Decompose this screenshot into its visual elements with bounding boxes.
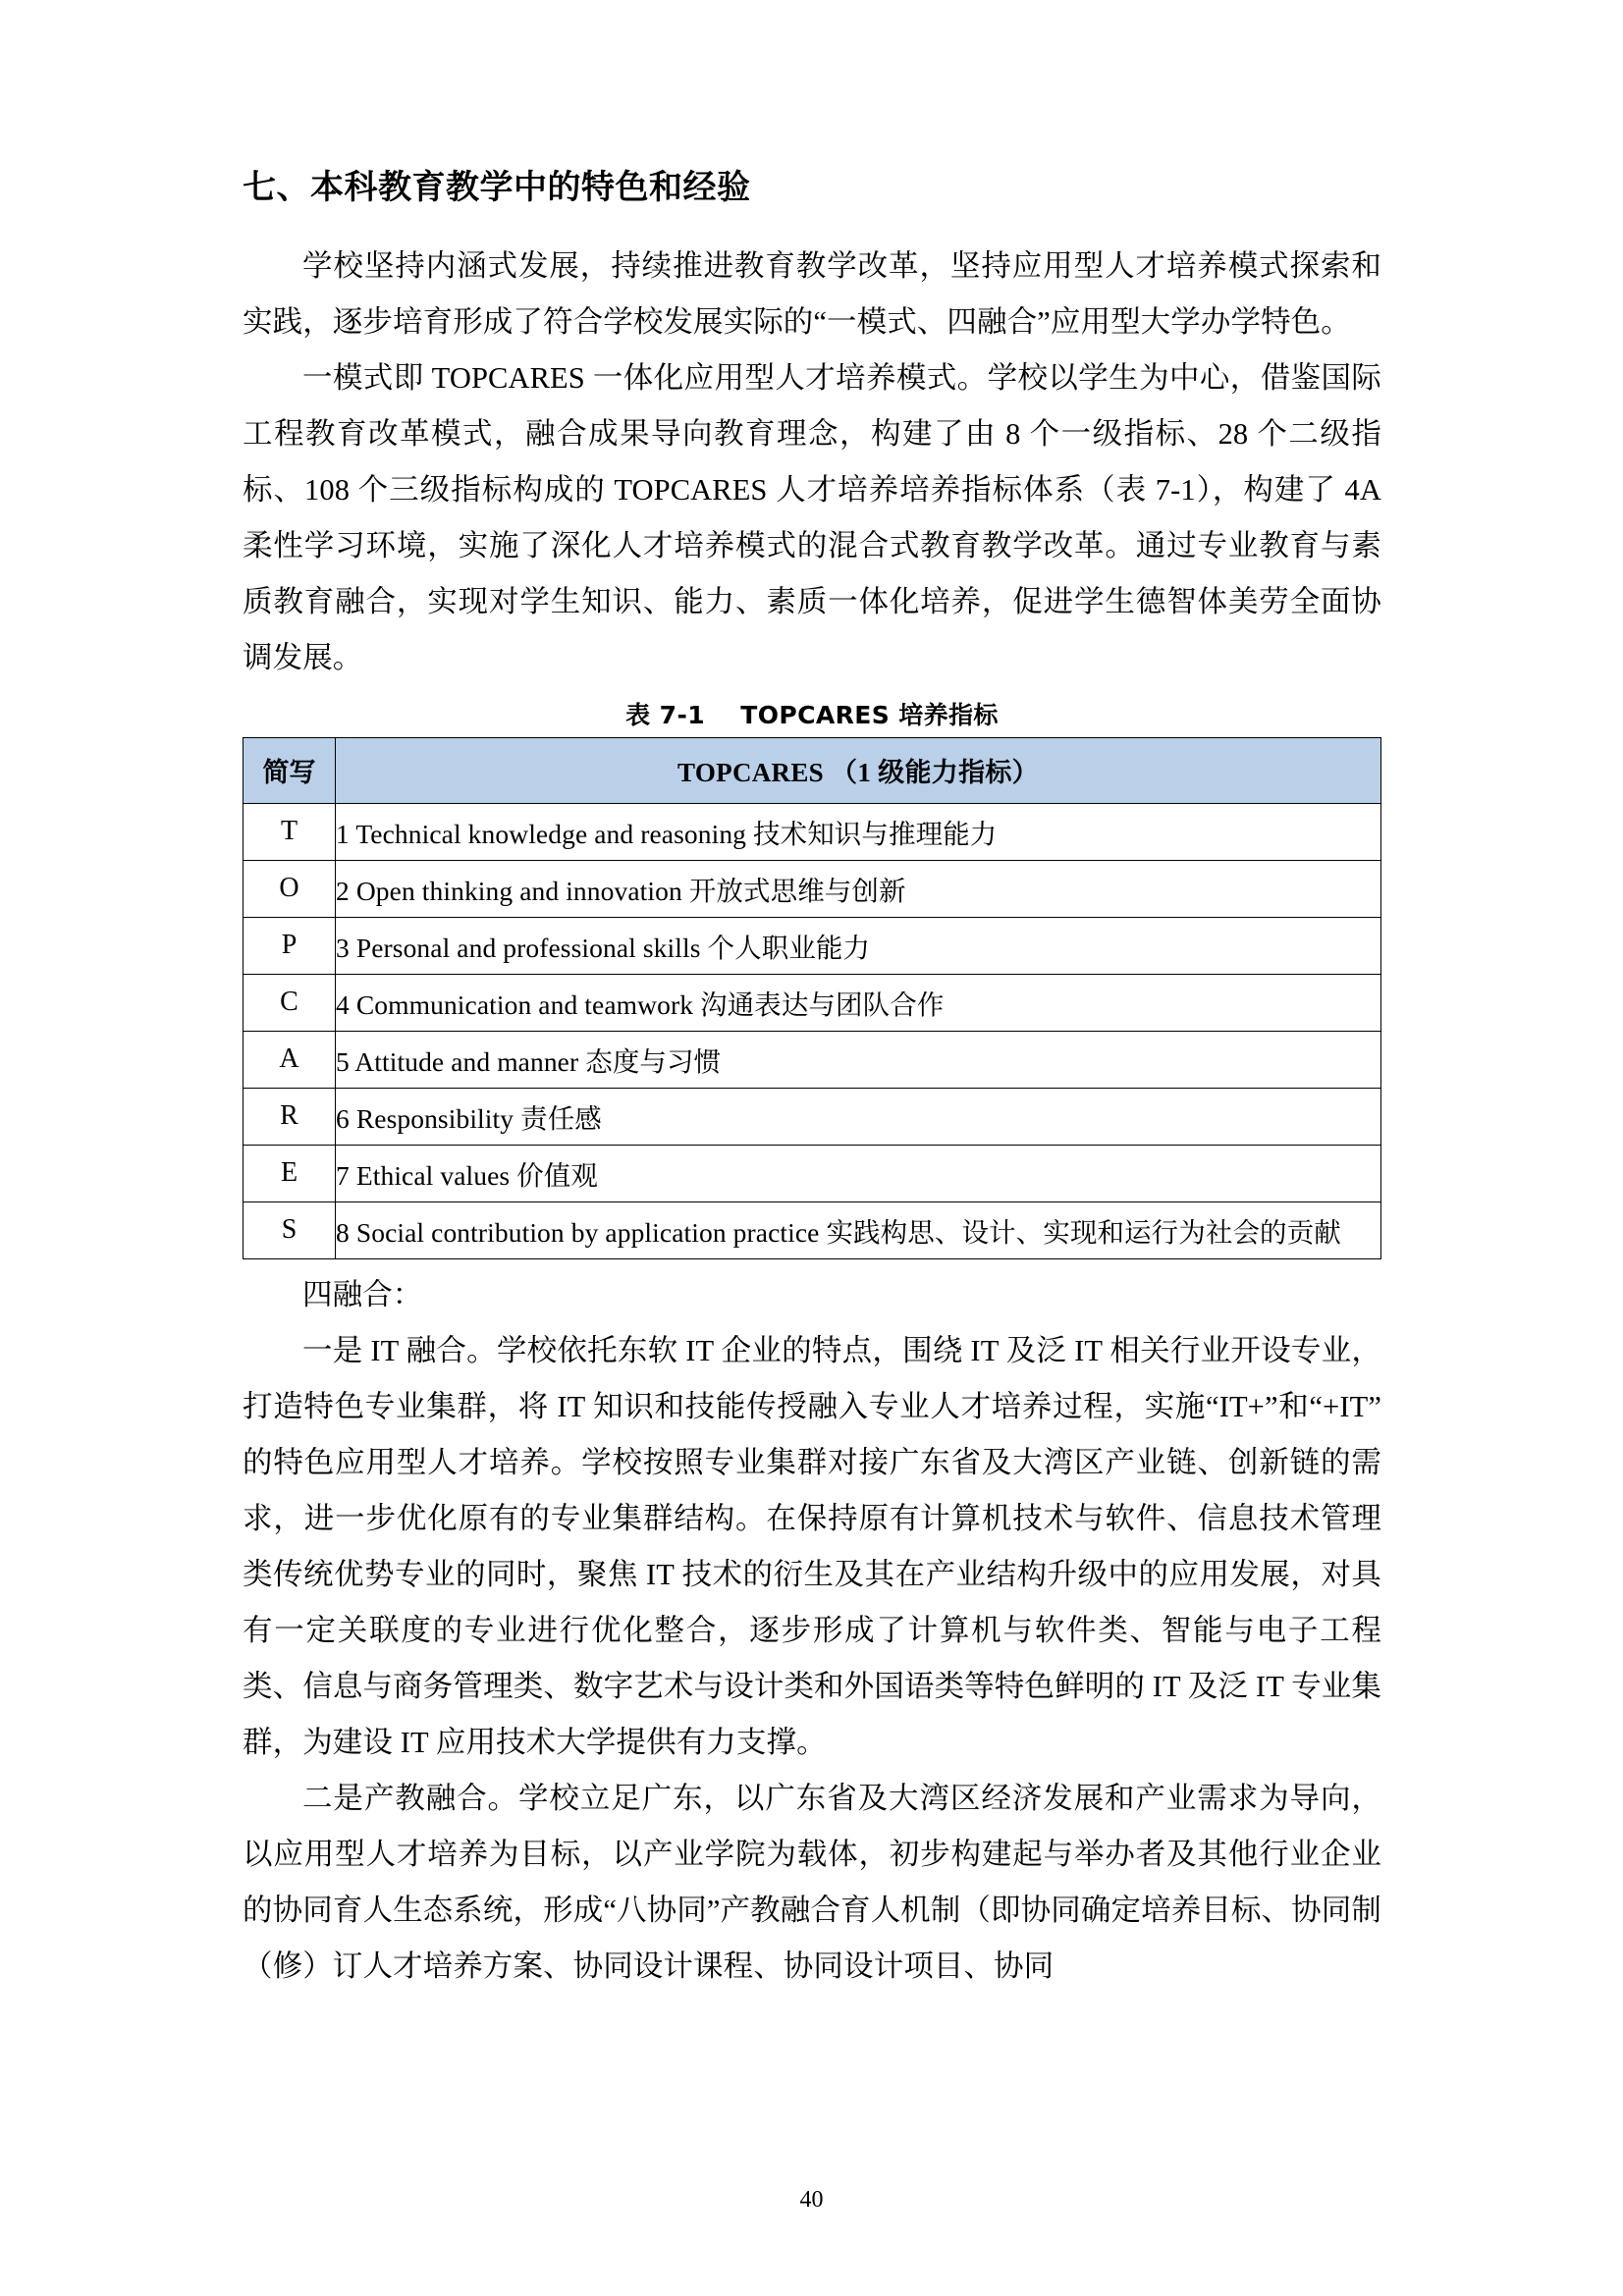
table-row	[243, 803, 1381, 860]
table-caption-title: TOPCARES 培养指标	[740, 700, 999, 729]
paragraph-four-integrations-label: 四融合：	[302, 1277, 423, 1311]
cell-abbr: A	[243, 1031, 336, 1088]
section-heading: 七、本科教育教学中的特色和经验	[243, 168, 751, 207]
cell-abbr: P	[243, 917, 336, 974]
table-row	[243, 1145, 1381, 1201]
cell-indicator: 1 Technical knowledge and reasoning 技术知识与推理能力	[336, 803, 1381, 860]
cell-abbr: E	[243, 1145, 336, 1201]
page-number: 40	[799, 2187, 824, 2213]
page-content	[243, 167, 1381, 1995]
cell-indicator: 4 Communication and teamwork 沟通表达与团队合作	[336, 974, 1381, 1031]
cell-abbr: C	[243, 974, 336, 1031]
paragraph-industry-education-integration: 二是产教融合。学校立足广东，以广东省及大湾区经济发展和产业需求为导向，以应用型人才培养为目标，以产业学院为载体，初步构建起与举办者及其他行业企业的协同育人生态系统，形成“八协同”产教融合育人机制（即协同确定培养目标、协同制（修）订人才培养方案、协同设计课程、协同设计项目、协同	[243, 1781, 1381, 1983]
cell-indicator: 2 Open thinking and innovation 开放式思维与创新	[336, 860, 1381, 917]
cell-indicator: 7 Ethical values 价值观	[336, 1145, 1381, 1201]
topcares-indicator-table	[243, 737, 1381, 1259]
cell-abbr: O	[243, 860, 336, 917]
paragraph-topcares-model: 一模式即 TOPCARES 一体化应用型人才培养模式。学校以学生为中心，借鉴国际工程教育改革模式，融合成果导向教育理念，构建了由 8 个一级指标、28 个二级指标、108 个三级指标构成的 TOPCARES 人才培养培养指标体系（表 7-1），构建了 4A 柔性学习环境，实施了深化人才培养模式的混合式教育教学改革。通过专业教育与素质教育融合，实现对学生知识、能力、素质一体化培养，促进学生德智体美劳全面协调发展。	[243, 360, 1381, 674]
cell-abbr: T	[243, 803, 336, 860]
table-row	[243, 860, 1381, 917]
cell-indicator: 5 Attitude and manner 态度与习惯	[336, 1031, 1381, 1088]
cell-indicator: 8 Social contribution by application practice 实践构思、设计、实现和运行为社会的贡献	[336, 1201, 1381, 1258]
table-caption	[243, 696, 1381, 731]
paragraph-it-integration: 一是 IT 融合。学校依托东软 IT 企业的特点，围绕 IT 及泛 IT 相关行业开设专业，打造特色专业集群，将 IT 知识和技能传授融入专业人才培养过程，实施“IT+”和“+IT”的特色应用型人才培养。学校按照专业集群对接广东省及大湾区产业链、创新链的需求，进一步优化原有的专业集群结构。在保持原有计算机技术与软件、信息技术管理类传统优势专业的同时，聚焦 IT 技术的衍生及其在产业结构升级中的应用发展，对具有一定关联度的专业进行优化整合，逐步形成了计算机与软件类、智能与电子工程类、信息与商务管理类、数字艺术与设计类和外国语类等特色鲜明的 IT 及泛 IT 专业集群，为建设 IT 应用技术大学提供有力支撑。	[243, 1333, 1381, 1759]
table-header-row	[243, 737, 1381, 803]
table-row	[243, 974, 1381, 1031]
cell-abbr: S	[243, 1201, 336, 1258]
table-row	[243, 917, 1381, 974]
column-header-abbr: 简写	[243, 737, 336, 803]
table-row	[243, 1088, 1381, 1145]
cell-indicator: 3 Personal and professional skills 个人职业能力	[336, 917, 1381, 974]
table-row	[243, 1031, 1381, 1088]
paragraph-intro: 学校坚持内涵式发展，持续推进教育教学改革，坚持应用型人才培养模式探索和实践，逐步培育形成了符合学校发展实际的“一模式、四融合”应用型大学办学特色。	[243, 248, 1381, 339]
cell-abbr: R	[243, 1088, 336, 1145]
table-caption-label: 表 7-1	[625, 700, 706, 729]
table-row	[243, 1201, 1381, 1258]
column-header-topcares: TOPCARES （1 级能力指标）	[336, 737, 1381, 803]
cell-indicator: 6 Responsibility 责任感	[336, 1088, 1381, 1145]
